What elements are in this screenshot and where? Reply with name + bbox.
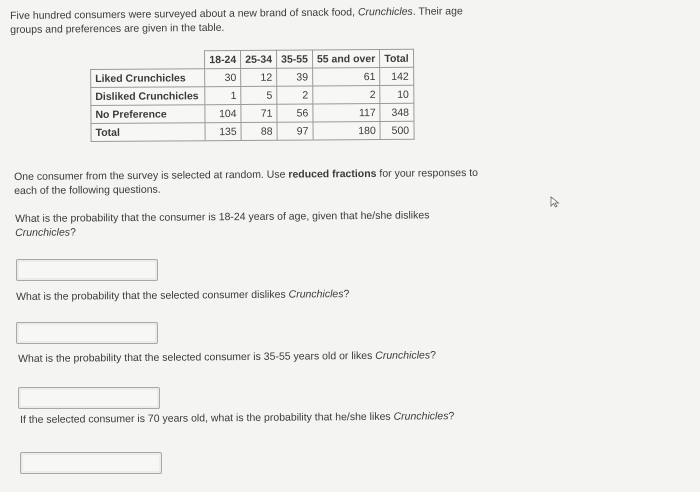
instructions-bold: reduced fractions	[288, 167, 377, 181]
table-header: 35-55	[277, 50, 313, 68]
row-label: No Preference	[91, 105, 205, 124]
table-cell: 2	[277, 86, 313, 104]
question-1-brand: Crunchicles	[15, 226, 71, 239]
row-label: Liked Crunchicles	[91, 69, 205, 88]
table-cell: 500	[380, 121, 413, 139]
question-1-end: ?	[69, 226, 76, 239]
question-2-brand: Crunchicles	[288, 288, 344, 301]
table-cell: 12	[241, 68, 277, 86]
table-row	[91, 67, 414, 87]
table-header: 18-24	[205, 50, 241, 68]
answer-input-1[interactable]	[16, 259, 158, 281]
survey-table	[90, 49, 414, 142]
table-cell: 10	[380, 85, 413, 103]
table-cell: 71	[241, 104, 277, 122]
table-cell: 117	[313, 103, 380, 121]
answer-input-2[interactable]	[16, 322, 158, 344]
table-row	[91, 85, 414, 105]
intro-text	[10, 4, 480, 37]
question-1-text: What is the probability that the consumer is 18-24 years of age, given that he/she dislikes	[15, 209, 430, 225]
table-cell: 2	[313, 85, 380, 103]
table-cell: 348	[380, 103, 413, 121]
question-4	[20, 409, 480, 427]
table-cell: 39	[277, 68, 313, 86]
table-row	[91, 121, 414, 141]
question-3	[18, 348, 468, 366]
question-4-end: ?	[448, 410, 455, 423]
intro-text-start: Five hundred consumers were surveyed about a new brand of snack food,	[10, 6, 358, 22]
table-cell: 104	[205, 104, 241, 122]
intro-brand: Crunchicles	[357, 5, 413, 19]
table-header: 25-34	[241, 50, 277, 68]
answer-input-4[interactable]	[20, 452, 162, 474]
table-cell: 1	[205, 86, 241, 104]
table-header: 55 and over	[312, 49, 379, 67]
intro-text-end: . Their age groups and preferences are given in the table.	[10, 5, 463, 36]
question-2-text: What is the probability that the selected consumer dislikes	[16, 288, 289, 303]
table-cell: 88	[241, 122, 277, 140]
table-corner	[91, 51, 205, 70]
instructions-text	[14, 166, 484, 198]
question-2-end: ?	[343, 288, 350, 301]
table-cell: 142	[380, 67, 413, 85]
table-cell: 180	[313, 121, 380, 139]
table-header: Total	[380, 49, 413, 67]
table-cell: 56	[277, 104, 313, 122]
table-cell: 97	[277, 122, 313, 140]
table-cell: 5	[241, 86, 277, 104]
table-cell: 30	[205, 68, 241, 86]
row-label: Total	[91, 123, 205, 142]
question-3-end: ?	[430, 349, 436, 362]
row-label: Disliked Crunchicles	[91, 87, 205, 106]
table-cell: 135	[205, 122, 241, 140]
instructions-end: for your responses to each of the following questions.	[14, 166, 479, 197]
question-3-text: What is the probability that the selected consumer is 35-55 years old or likes	[18, 349, 376, 365]
instructions-start: One consumer from the survey is selected at random. Use	[14, 168, 289, 183]
mouse-pointer-icon	[550, 196, 560, 208]
question-3-brand: Crunchicles	[375, 349, 431, 362]
question-1	[15, 208, 465, 240]
answer-input-3[interactable]	[18, 387, 160, 409]
table-header-row	[91, 49, 414, 69]
question-4-brand: Crunchicles	[393, 410, 449, 423]
table-row	[91, 103, 414, 123]
question-4-text: If the selected consumer is 70 years old, what is the probability that he/she likes	[20, 410, 394, 426]
question-2	[16, 286, 466, 304]
table-cell: 61	[312, 67, 379, 85]
